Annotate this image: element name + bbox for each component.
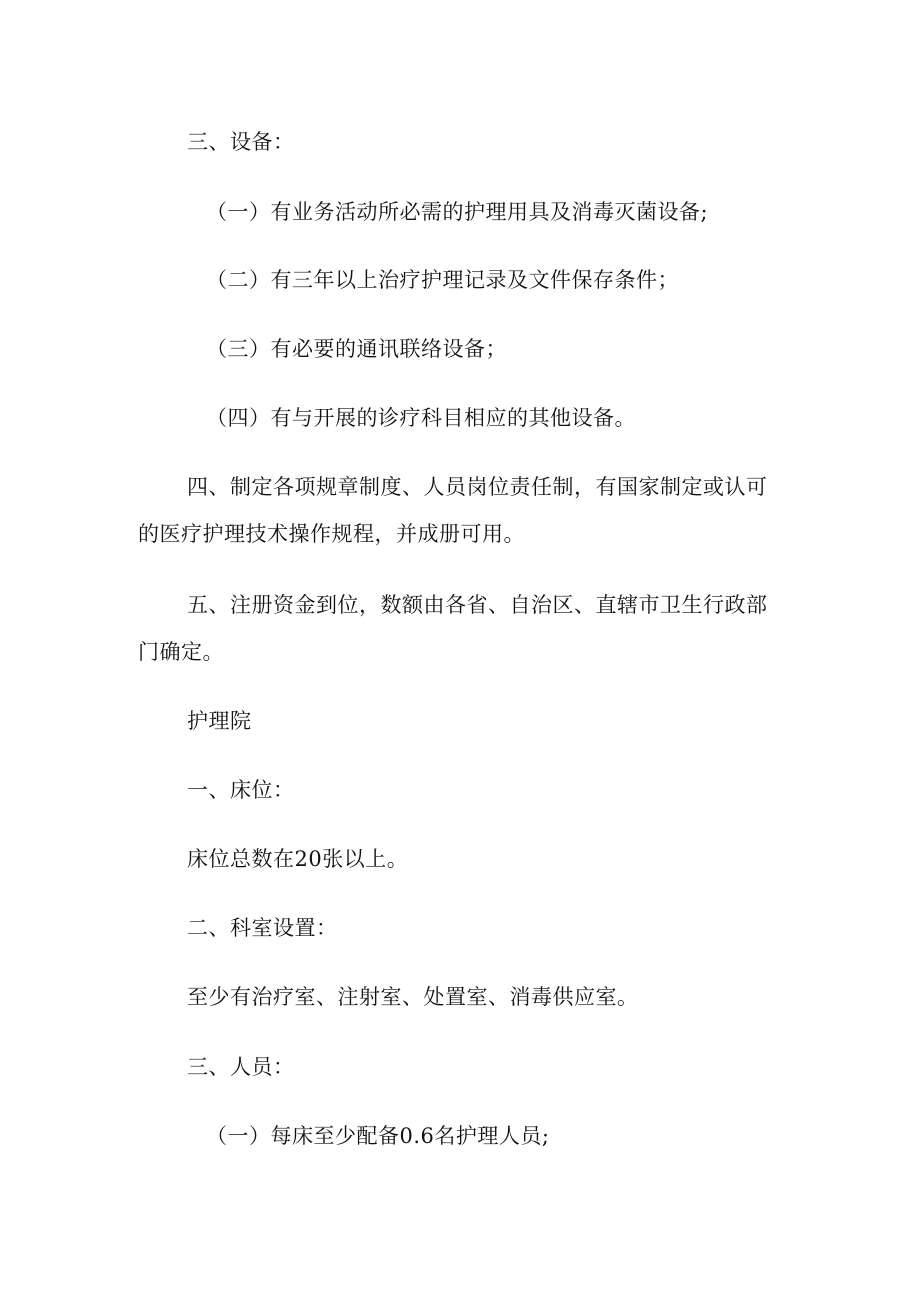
paragraph-line: 五、注册资金到位，数额由各省、自治区、直辖市卫生行政部 [187, 593, 768, 617]
paragraph-line: 四、制定各项规章制度、人员岗位责任制，有国家制定或认可 [187, 475, 768, 499]
list-item: （一）每床至少配备0.6名护理人员; [206, 1124, 550, 1148]
section-heading-departments: 二、科室设置： [187, 916, 338, 940]
list-item: （三）有必要的通讯联络设备； [206, 337, 507, 361]
paragraph-line: 门确定。 [138, 640, 224, 664]
section-heading-equipment: 三、设备： [187, 130, 295, 154]
list-item: （一）有业务活动所必需的护理用具及消毒灭菌设备; [206, 200, 709, 224]
section-heading-beds: 一、床位： [187, 778, 295, 802]
section-title-nursing-home: 护理院 [187, 709, 252, 733]
list-item: （二）有三年以上治疗护理记录及文件保存条件； [206, 268, 679, 292]
paragraph-line: 至少有治疗室、注射室、处置室、消毒供应室。 [187, 985, 639, 1009]
paragraph-line: 床位总数在20张以上。 [187, 847, 409, 871]
paragraph-line: 的医疗护理技术操作规程，并成册可用。 [138, 522, 525, 546]
list-item: （四）有与开展的诊疗科目相应的其他设备。 [206, 406, 636, 430]
section-heading-staff: 三、人员： [187, 1055, 295, 1079]
